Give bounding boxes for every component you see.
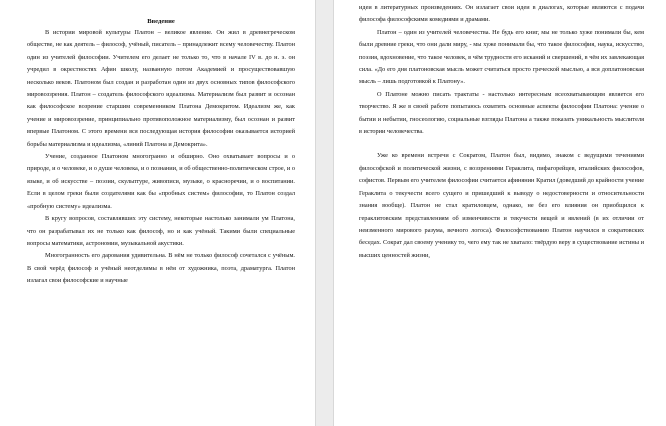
paragraph: Платон – один из учителей человечества. Не будь его книг, мы не только хуже понимали бы, кем были древние греки, что они дали миру, - мы хуже понимали бы, что такое философия, наука, искусство, поэзия, вдохновение, что такое человек, в чём трудности его исканий и свершений, в чём их завлекающая сила. «До его дня платоновская мысль может считаться просто греческой мыслью, а вся доплатоновская мысль – лишь подготовкой к Платону». — [359, 28, 644, 86]
section-title: Введение — [147, 18, 175, 25]
paragraph: В кругу вопросов, составлявших эту систему, некоторые настолько занимали ум Платона, что он разрабатывал их не только как философ, но и как учёный. Такими были специальные вопросы математики, астрономии, музыкальной акустики. — [27, 215, 295, 247]
paragraph: Уже ко времени встречи с Сократом, Платон был, видимо, знаком с ведущими течениями философской и политической жизни, с воззрениями Гераклита, пифагорейцев, италийских философов, софистов. Первым его учителем философии считается афинянин Кратил (доведший до крайности учение Гераклита о текучести всего сущего и пришедший к выводу о недостоверности и относительности знания вообще). Платон не стал кратиловцем, однако, не без его влияния он приобщился к гераклитовским представлениям об изменчивости и текучести вещей и явлений (в их отличии от неизменного мирового разума, вечного логоса). Философствованию Платон научился в сократовских беседах. Сократ дал своему ученику то, чего ему так не хватало: твёрдую веру в существование истины и высших ценностей жизни, — [359, 152, 644, 259]
paragraph: О Платоне можно писать трактаты - настолько интересным всеохватывающим является его творчество. Я же в своей работе попытаюсь охватить основные аспекты философии Платона: учение о бытии и небытии, гносеологию, социальные взгляды Платона а также показать уникальность мыслителя в истории человечества. — [359, 90, 644, 136]
paragraph: Учение, созданное Платоном многогранно и обширно. Оно охватывает вопросы и о природе, и о человеке, и о душе человека, и о познании, и об общественно-политическом строе, и о языке, и об искусстве – поэзии, скульптуре, живописи, музыке, о красноречии, и о воспитании. Если в целом греки были создателями как бы «пробных систем» философии, то Платон создал «пробную систему» идеализма. — [27, 153, 295, 210]
right-page — [333, 0, 666, 426]
paragraph: идеи в литературных произведениях. Он излагает свои идеи в диалогах, которые являются с подачи философа философскими комедиями и драмами. — [359, 4, 644, 24]
paragraph: Многогранность его дарования удивительна. В нём не только философ сочетался с учёным. В свой черёд философ и учёный неотделимы в нём от художника, поэта, драматурга. Платон излагал свои философские и научные — [27, 252, 295, 285]
paragraph: В истории мировой культуры Платон – великое явление. Он жил в древнегреческом обществе, не как деятель – философ, учёный, писатель – принадлежит всему человечеству. Платон один из учителей философии. Учителем его делает не только то, что в начале IV в. до н. э. он учредил в окрестностях Афин школу, названную потом Академией и просуществовавшую несколько веков. Платоном был создан и разработан один из двух основных типов философского мировоззрения. Платон – создатель философского идеализма. Материализм был развит и осознан как философское возрение старшим современником Платона Демокритом. Идеализм же, как учение и мировоззрение, принципиально противоположное материализму, был осознан и развит впервые Платоном. С этого времени вся последующая история философии оказывается историей борьбы материализма и идеализма, «линий Платона и Демокрита». — [27, 29, 295, 148]
page-gutter — [316, 0, 333, 426]
paragraph-spacer — [359, 138, 644, 150]
left-page — [0, 0, 316, 426]
